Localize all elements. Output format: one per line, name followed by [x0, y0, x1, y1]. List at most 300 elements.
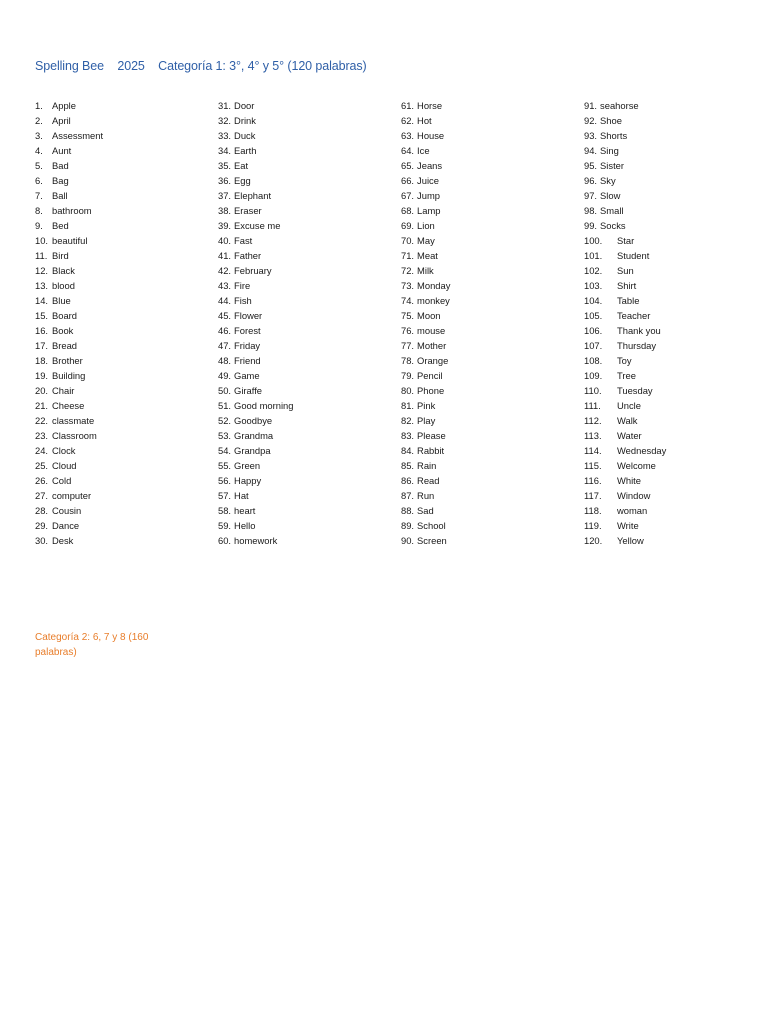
- item-word: Ball: [52, 190, 68, 201]
- list-item: [35, 203, 103, 218]
- list-item: [35, 353, 103, 368]
- item-number: 28.: [35, 505, 49, 516]
- item-number: 85.: [401, 460, 415, 471]
- item-word: Dance: [52, 520, 80, 531]
- item-number: 33.: [218, 130, 232, 141]
- item-number: 116.: [584, 475, 602, 486]
- item-word: classmate: [52, 415, 95, 426]
- item-number: 61.: [401, 100, 415, 111]
- item-number: 66.: [401, 175, 415, 186]
- item-number: 2.: [35, 115, 43, 126]
- list-item: [584, 293, 666, 308]
- item-word: Orange: [417, 355, 449, 366]
- item-number: 42.: [218, 265, 232, 276]
- list-item: [584, 383, 666, 398]
- list-item: [584, 323, 666, 338]
- item-word: Monday: [417, 280, 451, 291]
- list-item: [35, 323, 103, 338]
- list-item: [584, 458, 666, 473]
- list-item: [35, 113, 103, 128]
- list-item: [584, 278, 666, 293]
- item-number: 1.: [35, 100, 43, 111]
- item-number: 96.: [584, 175, 598, 186]
- item-number: 16.: [35, 325, 49, 336]
- item-word: beautiful: [52, 235, 88, 246]
- list-item: [218, 413, 293, 428]
- item-word: Shorts: [600, 130, 628, 141]
- item-number: 48.: [218, 355, 232, 366]
- item-word: Pink: [417, 400, 436, 411]
- item-number: 34.: [218, 145, 232, 156]
- list-item: [218, 353, 293, 368]
- item-number: 17.: [35, 340, 49, 351]
- item-word: mouse: [417, 325, 446, 336]
- list-item: [401, 503, 450, 518]
- list-item: [584, 173, 666, 188]
- item-number: 72.: [401, 265, 415, 276]
- list-item: [401, 98, 450, 113]
- item-word: Elephant: [234, 190, 272, 201]
- item-word: Bad: [52, 160, 69, 171]
- list-item: [584, 98, 666, 113]
- item-word: Giraffe: [234, 385, 263, 396]
- list-item: [401, 188, 450, 203]
- item-word: Egg: [234, 175, 251, 186]
- word-column-4: [584, 98, 666, 548]
- item-word: Bread: [52, 340, 78, 351]
- item-word: Table: [617, 295, 640, 306]
- item-number: 109.: [584, 370, 603, 381]
- item-word: Juice: [417, 175, 439, 186]
- item-number: 93.: [584, 130, 598, 141]
- item-number: 75.: [401, 310, 415, 321]
- list-item: [35, 428, 103, 443]
- list-item: [584, 443, 666, 458]
- list-item: [584, 143, 666, 158]
- item-number: 81.: [401, 400, 415, 411]
- list-item: [584, 188, 666, 203]
- item-number: 78.: [401, 355, 415, 366]
- list-item: [218, 398, 293, 413]
- list-item: [584, 503, 666, 518]
- item-number: 106.: [584, 325, 603, 336]
- item-number: 56.: [218, 475, 232, 486]
- list-item: [218, 473, 293, 488]
- item-number: 11.: [35, 250, 48, 261]
- list-item: [584, 233, 666, 248]
- item-word: Thursday: [617, 340, 657, 351]
- list-item: [35, 128, 103, 143]
- word-list: [35, 98, 735, 550]
- item-word: heart: [234, 505, 256, 516]
- item-number: 88.: [401, 505, 415, 516]
- item-word: bathroom: [52, 205, 92, 216]
- item-word: Book: [52, 325, 74, 336]
- item-word: Shoe: [600, 115, 622, 126]
- word-column-2: [218, 98, 293, 548]
- item-word: Bed: [52, 220, 69, 231]
- list-item: [401, 368, 450, 383]
- item-number: 26.: [35, 475, 49, 486]
- item-number: 94.: [584, 145, 598, 156]
- item-number: 46.: [218, 325, 232, 336]
- item-number: 104.: [584, 295, 603, 306]
- category-2-line-2: palabras): [35, 647, 77, 658]
- item-number: 50.: [218, 385, 232, 396]
- list-item: [584, 308, 666, 323]
- list-item: [401, 308, 450, 323]
- item-word: Phone: [417, 385, 445, 396]
- list-item: [584, 488, 666, 503]
- item-word: Play: [417, 415, 436, 426]
- document-title: [35, 59, 377, 73]
- item-number: 117.: [584, 490, 602, 501]
- list-item: [218, 113, 293, 128]
- item-number: 91.: [584, 100, 598, 111]
- item-word: Pencil: [417, 370, 443, 381]
- item-word: Hello: [234, 520, 256, 531]
- item-number: 58.: [218, 505, 232, 516]
- item-word: May: [417, 235, 435, 246]
- item-word: Water: [617, 430, 642, 441]
- list-item: [218, 383, 293, 398]
- item-word: Clock: [52, 445, 76, 456]
- item-word: Cousin: [52, 505, 82, 516]
- item-word: computer: [52, 490, 92, 501]
- item-number: 9.: [35, 220, 43, 231]
- item-word: Blue: [52, 295, 71, 306]
- item-number: 57.: [218, 490, 232, 501]
- item-number: 111.: [584, 400, 601, 411]
- list-item: [218, 518, 293, 533]
- item-word: Tree: [617, 370, 636, 381]
- list-item: [584, 128, 666, 143]
- item-word: Classroom: [52, 430, 97, 441]
- item-number: 87.: [401, 490, 415, 501]
- item-number: 14.: [35, 295, 49, 306]
- item-number: 70.: [401, 235, 415, 246]
- item-number: 112.: [584, 415, 602, 426]
- item-number: 92.: [584, 115, 598, 126]
- list-item: [218, 308, 293, 323]
- item-word: Green: [234, 460, 261, 471]
- list-item: [401, 443, 450, 458]
- item-number: 35.: [218, 160, 232, 171]
- list-item: [35, 473, 103, 488]
- item-number: 6.: [35, 175, 43, 186]
- list-item: [35, 233, 103, 248]
- item-word: Eraser: [234, 205, 262, 216]
- item-number: 108.: [584, 355, 603, 366]
- item-number: 23.: [35, 430, 49, 441]
- item-number: 4.: [35, 145, 43, 156]
- list-item: [584, 428, 666, 443]
- list-item: [218, 188, 293, 203]
- item-word: Horse: [417, 100, 443, 111]
- item-word: Grandma: [234, 430, 274, 441]
- list-item: [401, 533, 450, 548]
- item-word: Jeans: [417, 160, 443, 171]
- item-word: Eat: [234, 160, 249, 171]
- item-word: Goodbye: [234, 415, 273, 426]
- list-item: [35, 398, 103, 413]
- list-item: [218, 278, 293, 293]
- item-number: 83.: [401, 430, 415, 441]
- item-number: 100.: [584, 235, 603, 246]
- item-number: 60.: [218, 535, 232, 546]
- list-item: [401, 218, 450, 233]
- item-number: 113.: [584, 430, 602, 441]
- item-number: 18.: [35, 355, 49, 366]
- item-word: April: [52, 115, 71, 126]
- item-word: Screen: [417, 535, 447, 546]
- item-word: Forest: [234, 325, 261, 336]
- list-item: [401, 413, 450, 428]
- item-word: Earth: [234, 145, 257, 156]
- item-word: Drink: [234, 115, 256, 126]
- category-2-heading: [35, 630, 175, 660]
- list-item: [35, 308, 103, 323]
- item-number: 90.: [401, 535, 415, 546]
- list-item: [218, 218, 293, 233]
- item-word: Cold: [52, 475, 72, 486]
- item-number: 102.: [584, 265, 603, 276]
- item-word: Sun: [617, 265, 634, 276]
- item-number: 22.: [35, 415, 49, 426]
- item-number: 38.: [218, 205, 232, 216]
- item-word: Welcome: [617, 460, 656, 471]
- item-word: Student: [617, 250, 650, 261]
- item-number: 37.: [218, 190, 232, 201]
- item-word: Lamp: [417, 205, 441, 216]
- list-item: [584, 398, 666, 413]
- item-word: Socks: [600, 220, 626, 231]
- item-number: 95.: [584, 160, 598, 171]
- item-word: Please: [417, 430, 446, 441]
- list-item: [401, 113, 450, 128]
- item-number: 79.: [401, 370, 415, 381]
- item-number: 47.: [218, 340, 232, 351]
- list-item: [35, 248, 103, 263]
- item-word: Uncle: [617, 400, 641, 411]
- list-item: [218, 488, 293, 503]
- item-word: Good morning: [234, 400, 294, 411]
- item-number: 68.: [401, 205, 415, 216]
- list-item: [218, 98, 293, 113]
- item-number: 19.: [35, 370, 49, 381]
- list-item: [218, 443, 293, 458]
- item-word: House: [417, 130, 445, 141]
- category-2-line-1: Categoría 2: 6, 7 y 8 (160: [35, 632, 149, 643]
- list-item: [584, 518, 666, 533]
- word-column-1: [35, 98, 103, 548]
- item-word: Lion: [417, 220, 435, 231]
- list-item: [35, 533, 103, 548]
- list-item: [401, 173, 450, 188]
- list-item: [584, 248, 666, 263]
- item-word: Ice: [417, 145, 430, 156]
- list-item: [401, 248, 450, 263]
- list-item: [401, 428, 450, 443]
- item-word: Flower: [234, 310, 263, 321]
- item-number: 115.: [584, 460, 602, 471]
- item-word: Moon: [417, 310, 441, 321]
- item-number: 101.: [584, 250, 603, 261]
- list-item: [401, 128, 450, 143]
- item-word: Assessment: [52, 130, 104, 141]
- item-number: 105.: [584, 310, 603, 321]
- item-number: 73.: [401, 280, 415, 291]
- list-item: [35, 188, 103, 203]
- item-word: Teacher: [617, 310, 651, 321]
- list-item: [35, 173, 103, 188]
- item-word: Friday: [234, 340, 261, 351]
- item-word: homework: [234, 535, 278, 546]
- item-number: 82.: [401, 415, 415, 426]
- item-number: 76.: [401, 325, 415, 336]
- item-number: 118.: [584, 505, 602, 516]
- item-number: 54.: [218, 445, 232, 456]
- list-item: [218, 293, 293, 308]
- list-item: [401, 338, 450, 353]
- item-number: 53.: [218, 430, 232, 441]
- item-word: monkey: [417, 295, 450, 306]
- list-item: [35, 518, 103, 533]
- item-number: 67.: [401, 190, 415, 201]
- item-number: 119.: [584, 520, 602, 531]
- item-word: Duck: [234, 130, 256, 141]
- item-word: Excuse me: [234, 220, 281, 231]
- list-item: [584, 158, 666, 173]
- item-word: blood: [52, 280, 75, 291]
- item-number: 86.: [401, 475, 415, 486]
- list-item: [584, 368, 666, 383]
- item-word: Chair: [52, 385, 75, 396]
- item-word: School: [417, 520, 446, 531]
- item-number: 49.: [218, 370, 232, 381]
- list-item: [218, 323, 293, 338]
- item-word: Wednesday: [617, 445, 667, 456]
- list-item: [401, 323, 450, 338]
- item-word: Yellow: [617, 535, 644, 546]
- item-number: 89.: [401, 520, 415, 531]
- item-number: 80.: [401, 385, 415, 396]
- title-category-1: Categoría 1: 3°, 4° y 5° (120 palabras): [158, 59, 367, 73]
- list-item: [584, 218, 666, 233]
- item-word: Friend: [234, 355, 261, 366]
- item-number: 41.: [218, 250, 232, 261]
- list-item: [401, 158, 450, 173]
- list-item: [218, 158, 293, 173]
- item-word: Grandpa: [234, 445, 271, 456]
- item-word: Window: [617, 490, 651, 501]
- list-item: [401, 143, 450, 158]
- item-number: 36.: [218, 175, 232, 186]
- list-item: [401, 398, 450, 413]
- item-number: 110.: [584, 385, 602, 396]
- list-item: [35, 488, 103, 503]
- item-word: Rain: [417, 460, 437, 471]
- item-word: Mother: [417, 340, 447, 351]
- item-number: 15.: [35, 310, 49, 321]
- list-item: [218, 143, 293, 158]
- item-number: 25.: [35, 460, 49, 471]
- item-word: Sing: [600, 145, 619, 156]
- list-item: [218, 263, 293, 278]
- word-column-3: [401, 98, 450, 548]
- item-word: Board: [52, 310, 78, 321]
- item-number: 45.: [218, 310, 232, 321]
- item-word: Fast: [234, 235, 253, 246]
- list-item: [218, 173, 293, 188]
- item-number: 32.: [218, 115, 232, 126]
- item-word: Bag: [52, 175, 69, 186]
- list-item: [218, 128, 293, 143]
- item-number: 114.: [584, 445, 602, 456]
- item-number: 74.: [401, 295, 415, 306]
- item-word: Read: [417, 475, 440, 486]
- item-word: Thank you: [617, 325, 661, 336]
- item-word: Hot: [417, 115, 432, 126]
- item-number: 30.: [35, 535, 49, 546]
- item-number: 69.: [401, 220, 415, 231]
- item-word: Game: [234, 370, 260, 381]
- item-word: Run: [417, 490, 435, 501]
- list-item: [401, 353, 450, 368]
- list-item: [401, 278, 450, 293]
- list-item: [401, 518, 450, 533]
- item-number: 31.: [218, 100, 232, 111]
- list-item: [584, 533, 666, 548]
- item-word: seahorse: [600, 100, 639, 111]
- title-year: 2025: [117, 59, 145, 73]
- list-item: [218, 233, 293, 248]
- item-word: Sister: [600, 160, 625, 171]
- list-item: [35, 503, 103, 518]
- list-item: [35, 278, 103, 293]
- list-item: [401, 203, 450, 218]
- item-number: 39.: [218, 220, 232, 231]
- item-word: Toy: [617, 355, 632, 366]
- item-word: Apple: [52, 100, 76, 111]
- item-word: Aunt: [52, 145, 72, 156]
- item-word: Cloud: [52, 460, 77, 471]
- list-item: [218, 368, 293, 383]
- item-number: 84.: [401, 445, 415, 456]
- list-item: [584, 473, 666, 488]
- item-word: Fish: [234, 295, 252, 306]
- item-word: Walk: [617, 415, 638, 426]
- item-number: 98.: [584, 205, 598, 216]
- list-item: [218, 458, 293, 473]
- item-word: Shirt: [617, 280, 637, 291]
- list-item: [218, 533, 293, 548]
- list-item: [218, 203, 293, 218]
- item-number: 7.: [35, 190, 43, 201]
- item-number: 27.: [35, 490, 49, 501]
- item-number: 3.: [35, 130, 43, 141]
- item-number: 13.: [35, 280, 49, 291]
- list-item: [218, 428, 293, 443]
- list-item: [218, 338, 293, 353]
- list-item: [35, 143, 103, 158]
- item-word: Slow: [600, 190, 621, 201]
- item-number: 65.: [401, 160, 415, 171]
- item-number: 63.: [401, 130, 415, 141]
- list-item: [584, 203, 666, 218]
- list-item: [35, 413, 103, 428]
- list-item: [35, 368, 103, 383]
